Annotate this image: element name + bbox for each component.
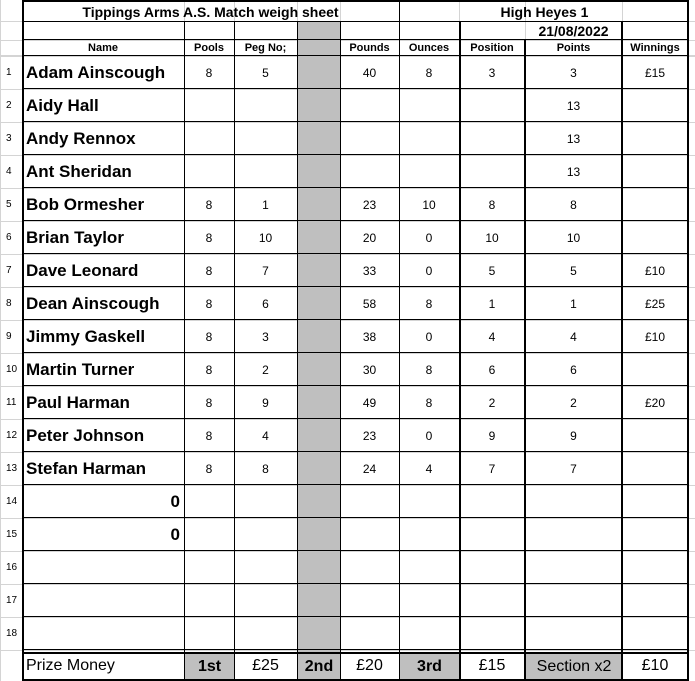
row-number: 13	[6, 463, 18, 474]
pounds-value: 20	[362, 230, 377, 245]
border-line	[22, 39, 689, 40]
border-line	[22, 319, 689, 320]
pools-value: 8	[205, 362, 213, 377]
border-line	[22, 21, 689, 22]
winnings-value	[622, 584, 688, 617]
row-number: 5	[6, 199, 12, 210]
pools-value	[184, 617, 234, 650]
ounces-value: 0	[425, 230, 433, 245]
row-number: 6	[6, 232, 12, 243]
angler-name: Bob Ormesher	[26, 194, 145, 214]
winnings-value: £20	[644, 395, 666, 410]
ounces-value	[399, 155, 459, 188]
row-number: 16	[6, 562, 18, 573]
ounces-value: 0	[425, 263, 433, 278]
pounds-value	[340, 155, 399, 188]
border-line	[22, 220, 689, 221]
prize-third-label: 3rd	[400, 654, 459, 679]
pounds-value: 23	[362, 428, 377, 443]
position-value	[459, 551, 525, 584]
row-number: 8	[6, 298, 12, 309]
border-line	[22, 451, 689, 452]
ounces-value: 10	[422, 197, 436, 212]
border-line	[22, 55, 689, 56]
row-number: 18	[6, 628, 18, 639]
pounds-value	[340, 518, 399, 551]
row-number: 11	[6, 397, 17, 408]
ounces-value	[399, 584, 459, 617]
angler-name: Aidy Hall	[26, 95, 99, 115]
angler-name	[22, 617, 184, 650]
pools-value: 8	[205, 395, 213, 410]
position-value	[459, 89, 525, 122]
points-value	[525, 584, 622, 617]
angler-name: Paul Harman	[26, 392, 130, 412]
peg-value	[234, 551, 297, 584]
points-value: 2	[570, 395, 577, 410]
row-number: 9	[6, 331, 12, 342]
prize-money-label: Prize Money	[26, 657, 115, 674]
border-line	[184, 21, 185, 679]
position-value: 1	[488, 296, 496, 311]
pounds-value: 30	[362, 362, 377, 377]
pools-value: 8	[205, 329, 213, 344]
angler-name: Ant Sheridan	[26, 161, 132, 181]
border-line	[22, 616, 689, 617]
angler-name: Jimmy Gaskell	[26, 326, 146, 346]
position-value: 7	[488, 461, 496, 476]
border-line	[22, 154, 689, 155]
border-line	[22, 652, 689, 654]
prize-third-value: £15	[478, 657, 506, 674]
points-value: 13	[566, 98, 581, 113]
peg-value: 9	[262, 395, 269, 410]
border-line	[399, 21, 400, 679]
winnings-value	[622, 188, 688, 221]
pools-value	[184, 584, 234, 617]
angler-name: Peter Johnson	[26, 425, 145, 445]
prize-second-label: 2nd	[298, 654, 340, 679]
peg-value: 8	[262, 461, 269, 476]
winnings-value	[622, 617, 688, 650]
points-value: 4	[570, 329, 577, 344]
points-value: 1	[570, 296, 577, 311]
points-value: 10	[566, 230, 581, 245]
ounces-value	[399, 518, 459, 551]
gridline-h	[0, 650, 695, 651]
sheet-title: Tippings Arms A.S. Match weigh sheet	[82, 3, 339, 20]
pounds-value: 33	[362, 263, 377, 278]
pools-value: 8	[205, 428, 213, 443]
ounces-value: 8	[425, 296, 433, 311]
pounds-value: 38	[362, 329, 377, 344]
ounces-value	[399, 617, 459, 650]
border-line	[22, 583, 689, 584]
header-ounces: Ounces	[408, 41, 450, 54]
winnings-value: £15	[644, 65, 666, 80]
winnings-value: £10	[644, 329, 666, 344]
grey-column	[298, 22, 340, 653]
pools-value	[184, 518, 234, 551]
row-number: 7	[6, 265, 12, 276]
points-value: 13	[566, 131, 581, 146]
row-number: 1	[6, 67, 12, 78]
border-line	[22, 418, 689, 419]
pounds-value	[340, 551, 399, 584]
peg-value	[234, 155, 297, 188]
row-number: 17	[6, 595, 18, 606]
header-position: Position	[470, 41, 514, 54]
border-line	[22, 352, 689, 353]
border-line	[459, 21, 461, 679]
pounds-value	[340, 584, 399, 617]
border-line	[22, 0, 24, 681]
pools-value	[184, 122, 234, 155]
prize-first-label: 1st	[185, 654, 234, 679]
angler-name: Adam Ainscough	[26, 62, 166, 82]
position-value	[459, 122, 525, 155]
ounces-value	[399, 551, 459, 584]
points-value: 8	[570, 197, 577, 212]
border-line	[22, 649, 689, 650]
venue-name: High Heyes 1	[500, 3, 589, 20]
pounds-value	[340, 485, 399, 518]
header-winnings: Winnings	[630, 41, 680, 54]
pools-value	[184, 485, 234, 518]
peg-value	[234, 89, 297, 122]
winnings-value	[622, 485, 688, 518]
position-value: 10	[485, 230, 499, 245]
ounces-value: 0	[425, 428, 433, 443]
prize-section-value: £10	[641, 657, 669, 674]
pounds-value: 24	[362, 461, 377, 476]
position-value	[459, 485, 525, 518]
position-value: 6	[488, 362, 496, 377]
pools-value: 8	[205, 296, 213, 311]
border-line	[22, 88, 689, 89]
pools-value	[184, 551, 234, 584]
peg-value: 10	[258, 230, 273, 245]
position-value	[459, 518, 525, 551]
winnings-value	[622, 221, 688, 254]
angler-name: Andy Rennox	[26, 128, 136, 148]
peg-value: 5	[262, 65, 269, 80]
position-value: 5	[488, 263, 496, 278]
peg-value: 2	[262, 362, 269, 377]
angler-name: Martin Turner	[26, 359, 135, 379]
angler-name: Dean Ainscough	[26, 293, 160, 313]
prize-second-value: £20	[356, 657, 383, 674]
prize-first-value: £25	[252, 657, 279, 674]
points-value	[525, 485, 622, 518]
pounds-value: 40	[362, 65, 377, 80]
pools-value: 8	[205, 263, 213, 278]
points-value: 3	[570, 65, 577, 80]
border-line	[687, 0, 689, 681]
pools-value: 8	[205, 461, 213, 476]
header-points: Points	[556, 41, 591, 54]
ounces-value	[399, 89, 459, 122]
border-line	[621, 21, 623, 679]
border-line	[22, 517, 689, 518]
ounces-value: 0	[425, 329, 433, 344]
border-line	[234, 21, 235, 679]
peg-value: 4	[262, 428, 269, 443]
points-value: 9	[570, 428, 577, 443]
row-number: 3	[6, 133, 12, 144]
border-line	[22, 253, 689, 254]
pools-value	[184, 89, 234, 122]
pounds-value: 49	[362, 395, 377, 410]
border-line	[22, 550, 689, 551]
peg-value	[234, 485, 297, 518]
points-value	[525, 551, 622, 584]
pools-value: 8	[205, 65, 213, 80]
winnings-value	[622, 353, 688, 386]
pools-value: 8	[205, 230, 213, 245]
angler-name: 0	[170, 491, 180, 511]
ounces-value: 4	[425, 461, 433, 476]
position-value	[459, 155, 525, 188]
angler-name: Brian Taylor	[26, 227, 124, 247]
border-line	[22, 484, 689, 485]
peg-value	[234, 617, 297, 650]
ounces-value	[399, 122, 459, 155]
header-pools: Pools	[194, 41, 224, 54]
pounds-value: 23	[362, 197, 377, 212]
angler-name	[22, 584, 184, 617]
points-value: 5	[570, 263, 577, 278]
winnings-value	[622, 452, 688, 485]
pounds-value	[340, 617, 399, 650]
winnings-value: £25	[644, 296, 666, 311]
pounds-value	[340, 89, 399, 122]
points-value	[525, 617, 622, 650]
points-value: 7	[570, 461, 577, 476]
row-number: 15	[6, 529, 18, 540]
peg-value: 3	[262, 329, 269, 344]
row-number: 10	[6, 364, 18, 375]
position-value: 3	[488, 65, 496, 80]
winnings-value	[622, 89, 688, 122]
angler-name: Dave Leonard	[26, 260, 139, 280]
position-value	[459, 617, 525, 650]
angler-name: Stefan Harman	[26, 458, 146, 478]
peg-value: 6	[262, 296, 269, 311]
ounces-value: 8	[425, 65, 433, 80]
border-line	[22, 187, 689, 188]
row-number: 4	[6, 166, 12, 177]
ounces-value: 8	[425, 395, 433, 410]
peg-value	[234, 584, 297, 617]
ounces-value: 8	[425, 362, 433, 377]
position-value: 8	[488, 197, 496, 212]
header-peg: Peg No;	[244, 41, 287, 54]
match-date: 21/08/2022	[538, 22, 609, 39]
peg-value	[234, 518, 297, 551]
points-value	[525, 518, 622, 551]
border-line	[22, 286, 689, 287]
angler-name	[22, 551, 184, 584]
border-line	[22, 0, 689, 2]
pools-value: 8	[205, 197, 213, 212]
row-number: 12	[6, 430, 18, 441]
position-value: 2	[488, 395, 496, 410]
winnings-value	[622, 518, 688, 551]
row-number: 2	[6, 100, 12, 111]
pounds-value: 58	[362, 296, 377, 311]
winnings-value: £10	[644, 263, 666, 278]
points-value: 6	[570, 362, 577, 377]
winnings-value	[622, 122, 688, 155]
angler-name: 0	[170, 524, 180, 544]
border-line	[340, 21, 341, 679]
ounces-value	[399, 485, 459, 518]
header-name: Name	[88, 41, 118, 54]
row-number: 14	[6, 496, 18, 507]
peg-value	[234, 122, 297, 155]
winnings-value	[622, 551, 688, 584]
peg-value: 1	[262, 197, 269, 212]
points-value: 13	[566, 164, 581, 179]
header-pounds: Pounds	[349, 41, 390, 54]
peg-value: 7	[262, 263, 269, 278]
border-line	[22, 385, 689, 386]
border-line	[22, 121, 689, 122]
winnings-value	[622, 419, 688, 452]
border-line	[297, 21, 298, 679]
position-value: 4	[488, 329, 496, 344]
pools-value	[184, 155, 234, 188]
pounds-value	[340, 122, 399, 155]
winnings-value	[622, 155, 688, 188]
prize-section-label: Section x2	[526, 654, 622, 679]
position-value: 9	[488, 428, 496, 443]
position-value	[459, 584, 525, 617]
